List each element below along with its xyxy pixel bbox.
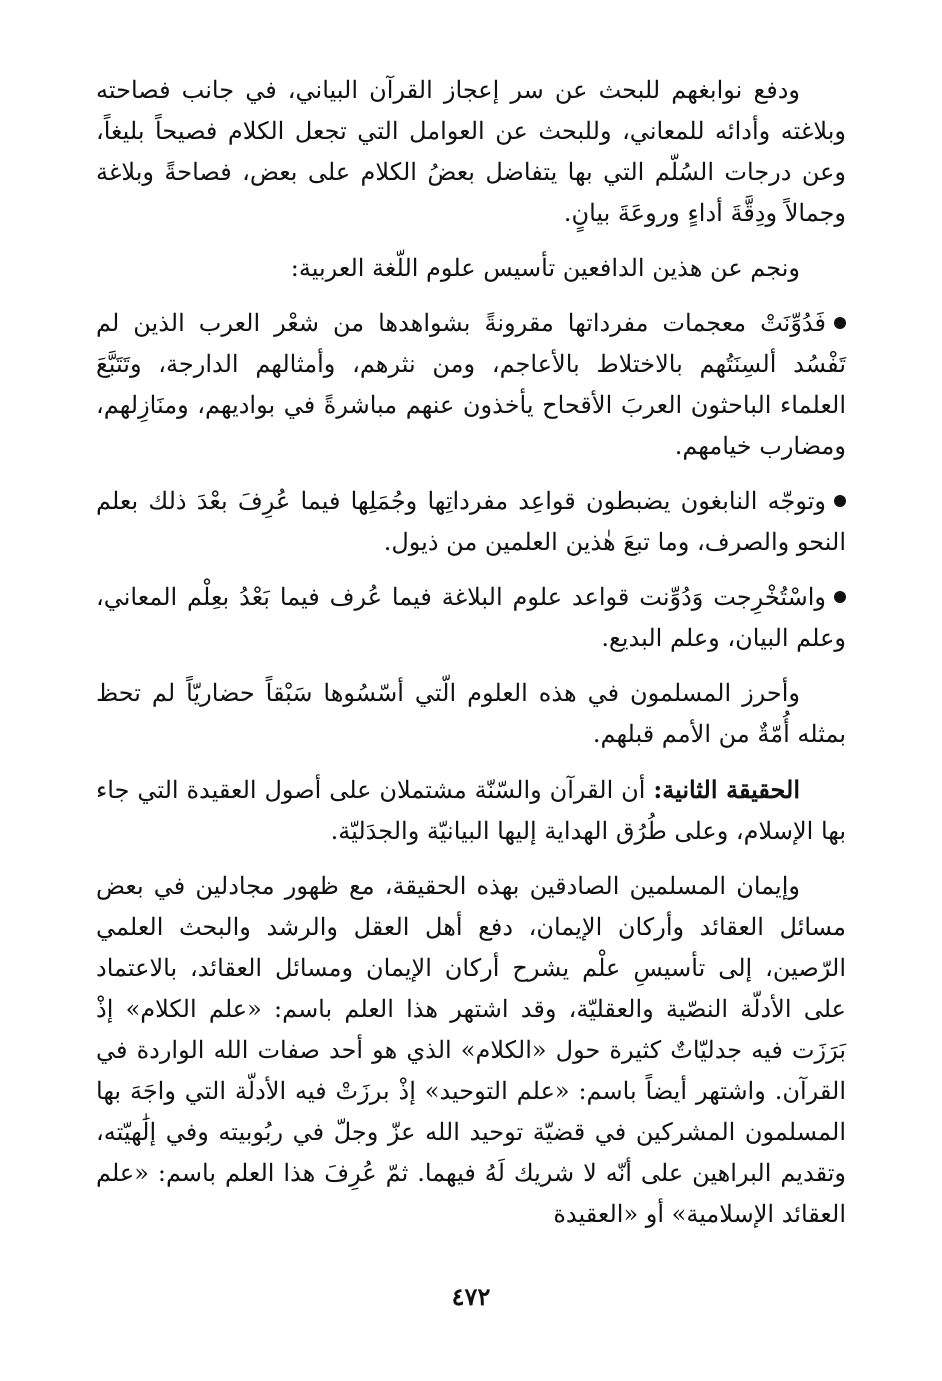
bullet-icon bbox=[834, 591, 846, 603]
bullet-icon bbox=[834, 495, 846, 507]
titled-paragraph bbox=[96, 769, 846, 852]
paragraph-4: وإيمان المسلمين الصادقين بهذه الحقيقة، مع ظهور مجادلين في بعض مسائل العقائد وأركان الإيمان، دفع أهل العقل والرشد والبحث العلمي الرّصين، إلى تأسيسِ علْم يشرح أركان الإيمان ومسائل العقائد، بالاعتماد على الأدلّة النصّية والعقليّة، وقد اشتهر هذا العلم باسم: «علم الكلام» إذْ بَرَزَت فيه جدليّاتٌ كثيرة حول «الكلام» الذي هو أحد صفات الله الواردة في القرآن. واشتهر أيضاً باسم: «علم التوحيد» إذْ برزَتْ فيه الأدلّة التي واجَهَ بها المسلمون المشركين في قضيّة توحيد الله عزّ وجلّ في ربُوبيته وفي إلَٰهيّته، وتقديم البراهين على أنّه لا شريك لَهُ فيهما. ثمّ عُرِفَ هذا العلم باسم: «علم العقائد الإسلامية» أو «العقيدة bbox=[96, 872, 846, 1228]
document-page bbox=[96, 70, 846, 1311]
bullet-text-3: واسْتُخْرِجت وَدُوِّنت قواعد علوم البلاغة فيما عُرف فيما بَعْدُ بعِلْم المعاني، وعلم البيان، وعلم البديع. bbox=[96, 583, 846, 652]
bullet-text-2: وتوجّه النابغون يضبطون قواعِد مفرداتِها وجُمَلِها فيما عُرِفَ بعْدَ ذلك بعلم النحو والصرف، وما تبعَ هٰذين العلمين من ذيول. bbox=[96, 487, 846, 556]
section-heading: الحقيقة الثانية: bbox=[653, 775, 801, 804]
bullet-item-1 bbox=[96, 303, 846, 467]
bullet-text-1: فَدُوِّنَتْ معجمات مفرداتها مقرونةً بشواهدها من شعْر العرب الذين لم تَفْسُد ألسِنَتُهم بالاختلاط بالأعاجم، ومن نثرهم، وأمثالهم الدارجة، وتَتَبَّعَ العلماء الباحثون العربَ الأقحاح يأخذون عنهم مباشرةً في بواديهم، ومنَازِلهم، ومضارب خيامهم. bbox=[96, 309, 846, 460]
bullet-item-3 bbox=[96, 577, 846, 659]
page-number: ٤٧٢ bbox=[451, 1282, 491, 1311]
titled-paragraph-text: أن القرآن والسّنّة مشتملان على أصول العقيدة التي جاء بها الإسلام، وعلى طُرُق الهداية إليها البيانيّة والجدَليّة. bbox=[96, 776, 846, 845]
bullet-icon bbox=[834, 317, 846, 329]
paragraph-1: ودفع نوابغهم للبحث عن سر إعجاز القرآن البياني، في جانب فصاحته وبلاغته وأدائه للمعاني، وللبحث عن العوامل التي تجعل الكلام فصيحاً بليغاً، وعن درجات السُلّم التي بها يتفاضل بعضُ الكلام على بعض، فصاحةً وبلاغة وجمالاً ودِقَّةَ أداءٍ وروعَةَ بيانٍ. bbox=[96, 76, 846, 227]
paragraph-3: وأحرز المسلمون في هذه العلوم الّتي أسّسُوها سَبْقاً حضاريّاً لم تحظ بمثله أُمّةٌ من الأمم قبلهم. bbox=[96, 679, 846, 748]
paragraph-2: ونجم عن هذين الدافعين تأسيس علوم اللّغة العربية: bbox=[290, 254, 800, 282]
bullet-item-2 bbox=[96, 481, 846, 563]
page-body bbox=[96, 70, 846, 1235]
